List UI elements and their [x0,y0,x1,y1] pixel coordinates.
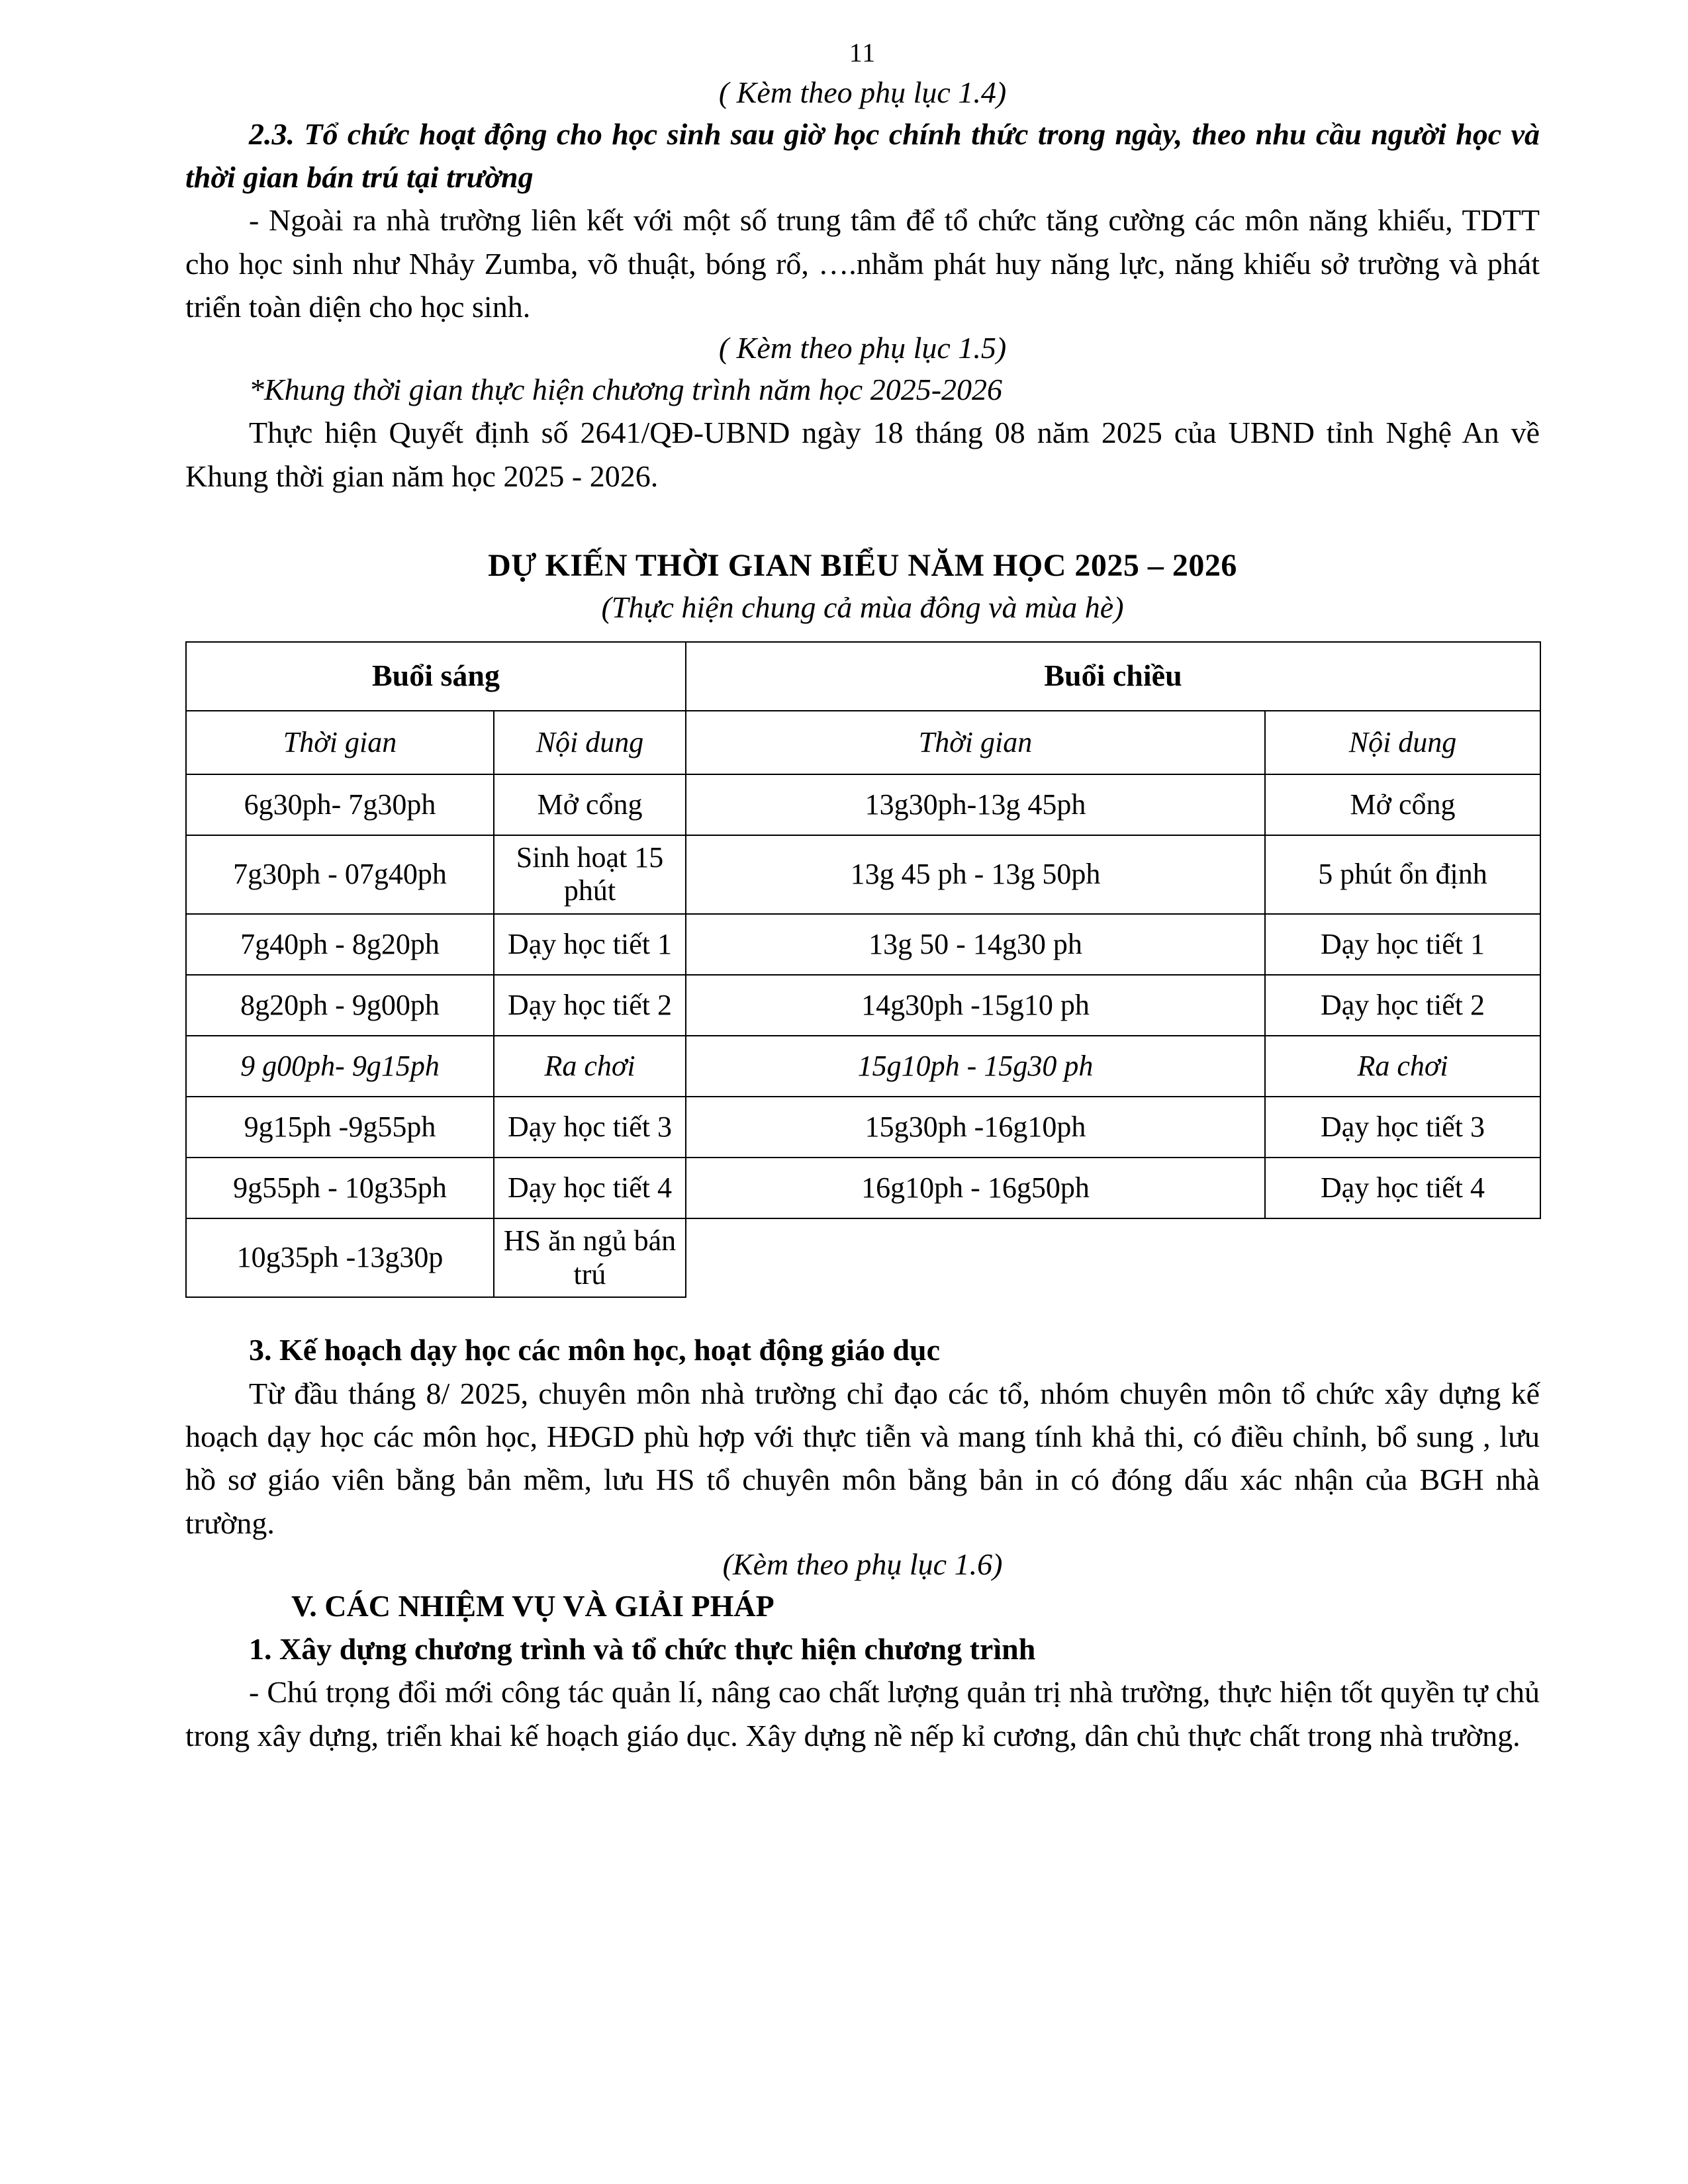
group-header-afternoon: Buổi chiều [686,642,1540,711]
cell-morning-time: 9 g00ph- 9g15ph [186,1036,494,1097]
cell-afternoon-time: 16g10ph - 16g50ph [686,1158,1265,1218]
table-row [186,1097,1540,1158]
cell-afternoon-content: Dạy học tiết 4 [1265,1158,1540,1218]
table-row [186,774,1540,835]
table-row [186,835,1540,914]
cell-morning-time: 6g30ph- 7g30ph [186,774,494,835]
cell-afternoon-time: 13g 45 ph - 13g 50ph [686,835,1265,914]
table-column-header-row [186,711,1540,774]
cell-afternoon-time: 13g 50 - 14g30 ph [686,914,1265,975]
heading-v-1: 1. Xây dựng chương trình và tổ chức thực hiện chương trình [249,1631,1036,1666]
paragraph-ngoai-ra: - Ngoài ra nhà trường liên kết với một số trung tâm để tổ chức tăng cường các môn năng khiếu, TDTT cho học sinh như Nhảy Zumba, võ thuật, bóng rổ, ….nhằm phát huy năng lực, năng khiếu sở trường và phát triển toàn diện cho học sinh. [185,203,1540,324]
page-number: 11 [849,38,876,68]
spacer-title-table [185,629,1540,641]
cell-morning-time: 8g20ph - 9g00ph [186,975,494,1036]
cell-afternoon-content: Mở cổng [1265,774,1540,835]
cell-morning-time: 10g35ph -13g30p [186,1218,494,1297]
column-header-afternoon-content: Nội dung [1265,711,1540,774]
cell-afternoon-content: Dạy học tiết 2 [1265,975,1540,1036]
paragraph-tu-dau-thang: Từ đầu tháng 8/ 2025, chuyên môn nhà trường chỉ đạo các tổ, nhóm chuyên môn tổ chức xây dựng kế hoạch dạy học các môn học, HĐGD phù hợp với thực tiễn và mang tính khả thi, có điều chỉnh, bổ sung , lưu hồ sơ giáo viên bằng bản mềm, lưu HS tổ chuyên môn bằng bản in có đóng dấu xác nhận của BGH nhà trường. [185,1376,1540,1540]
cell-morning-time: 7g40ph - 8g20ph [186,914,494,975]
cell-afternoon-time: 15g10ph - 15g30 ph [686,1036,1265,1097]
heading-2-3: 2.3. Tổ chức hoạt động cho học sinh sau giờ học chính thức trong ngày, theo nhu cầu người học và thời gian bán trú tại trường [185,116,1540,195]
cell-afternoon-time: 15g30ph -16g10ph [686,1097,1265,1158]
cell-morning-content: Sinh hoạt 15 phút [494,835,686,914]
cell-afternoon-content: Dạy học tiết 1 [1265,914,1540,975]
spacer-after-table [185,1298,1540,1328]
cell-morning-content: Dạy học tiết 4 [494,1158,686,1218]
schedule-table [185,641,1541,1298]
group-header-morning: Buổi sáng [186,642,686,711]
table-row [186,914,1540,975]
cell-morning-content: Dạy học tiết 2 [494,975,686,1036]
appendix-reference-1-5: ( Kèm theo phụ lục 1.5) [718,331,1007,365]
appendix-reference-1-4: ( Kèm theo phụ lục 1.4) [718,75,1007,109]
cell-morning-content: Dạy học tiết 3 [494,1097,686,1158]
cell-morning-content: Dạy học tiết 1 [494,914,686,975]
appendix-reference-1-6: (Kèm theo phụ lục 1.6) [722,1547,1003,1581]
cell-morning-time: 9g55ph - 10g35ph [186,1158,494,1218]
paragraph-quyet-dinh: Thực hiện Quyết định số 2641/QĐ-UBND ngày 18 tháng 08 năm 2025 của UBND tỉnh Nghệ An về Khung thời gian năm học 2025 - 2026. [185,416,1540,493]
cell-morning-time: 9g15ph -9g55ph [186,1097,494,1158]
table-row-break [186,1036,1540,1097]
heading-section-v: V. CÁC NHIỆM VỤ VÀ GIẢI PHÁP [291,1588,774,1623]
cell-afternoon-empty [686,1218,1540,1297]
cell-afternoon-content: Ra chơi [1265,1036,1540,1097]
paragraph-chu-trong: - Chú trọng đổi mới công tác quản lí, nâng cao chất lượng quản trị nhà trường, thực hiện tốt quyền tự chủ trong xây dựng, triển khai kế hoạch giáo dục. Xây dựng nề nếp kỉ cương, dân chủ thực chất trong nhà trường. [185,1675,1540,1752]
column-header-afternoon-time: Thời gian [686,711,1265,774]
spacer-before-table [185,498,1540,545]
table-group-header-row [186,642,1540,711]
schedule-title: DỰ KIẾN THỜI GIAN BIỂU NĂM HỌC 2025 – 2026 [488,548,1237,584]
cell-morning-time: 7g30ph - 07g40ph [186,835,494,914]
cell-afternoon-time: 13g30ph-13g 45ph [686,774,1265,835]
cell-morning-content: Ra chơi [494,1036,686,1097]
cell-afternoon-content: 5 phút ổn định [1265,835,1540,914]
column-header-morning-content: Nội dung [494,711,686,774]
schedule-subtitle: (Thực hiện chung cả mùa đông và mùa hè) [601,590,1124,625]
page-content [185,40,1540,1757]
cell-afternoon-content: Dạy học tiết 3 [1265,1097,1540,1158]
khung-thoi-gian-note: *Khung thời gian thực hiện chương trình năm học 2025-2026 [249,373,1003,407]
table-row-last [186,1218,1540,1297]
column-header-morning-time: Thời gian [186,711,494,774]
table-row [186,975,1540,1036]
cell-morning-content: Mở cổng [494,774,686,835]
table-row [186,1158,1540,1218]
cell-afternoon-time: 14g30ph -15g10 ph [686,975,1265,1036]
heading-3: 3. Kế hoạch dạy học các môn học, hoạt động giáo dục [249,1333,941,1367]
cell-morning-content: HS ăn ngủ bán trú [494,1218,686,1297]
